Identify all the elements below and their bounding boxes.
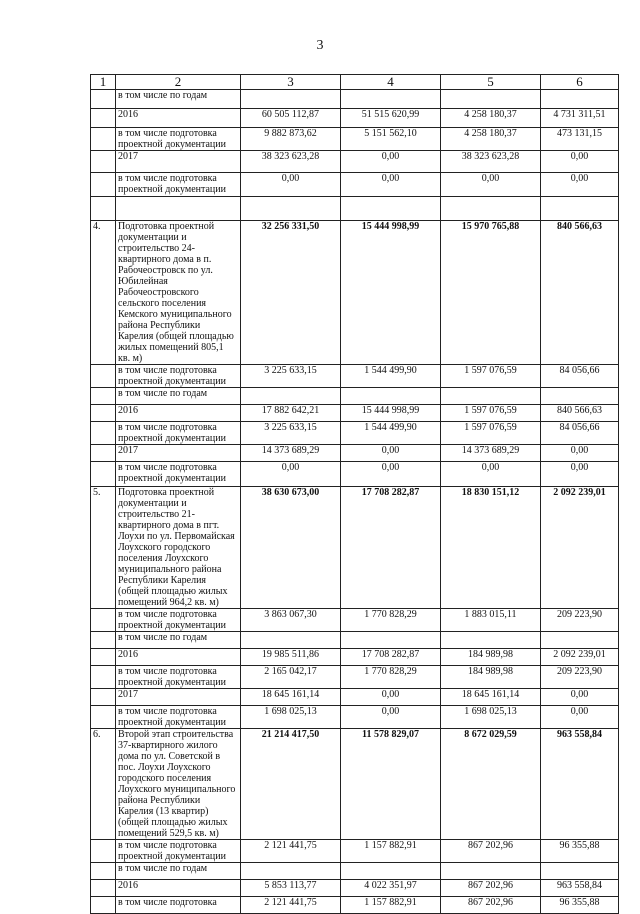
value-cell bbox=[441, 197, 541, 221]
row-index bbox=[91, 632, 116, 649]
value-cell: 17 708 282,87 bbox=[341, 487, 441, 609]
page-number: 3 bbox=[316, 38, 324, 53]
value-cell: 1 770 828,29 bbox=[341, 609, 441, 632]
value-cell: 1 770 828,29 bbox=[341, 666, 441, 689]
value-cell: 840 566,63 bbox=[541, 221, 619, 365]
row-index: 5. bbox=[91, 487, 116, 609]
value-cell: 1 698 025,13 bbox=[241, 706, 341, 729]
table-row bbox=[91, 487, 619, 609]
value-cell: 1 157 882,91 bbox=[341, 840, 441, 863]
table-row bbox=[91, 365, 619, 388]
value-cell: 1 698 025,13 bbox=[441, 706, 541, 729]
row-label: 2017 bbox=[116, 689, 241, 706]
value-cell: 1 544 499,90 bbox=[341, 365, 441, 388]
table-row bbox=[91, 221, 619, 365]
value-cell: 21 214 417,50 bbox=[241, 729, 341, 840]
value-cell bbox=[241, 388, 341, 405]
table-row bbox=[91, 666, 619, 689]
table-row bbox=[91, 445, 619, 462]
value-cell: 0,00 bbox=[341, 445, 441, 462]
table-row bbox=[91, 388, 619, 405]
value-cell: 15 444 998,99 bbox=[341, 221, 441, 365]
value-cell: 3 225 633,15 bbox=[241, 365, 341, 388]
table-row bbox=[91, 706, 619, 729]
value-cell bbox=[541, 197, 619, 221]
value-cell: 3 225 633,15 bbox=[241, 422, 341, 445]
table-row bbox=[91, 128, 619, 151]
value-cell bbox=[341, 197, 441, 221]
value-cell bbox=[241, 90, 341, 109]
value-cell: 0,00 bbox=[541, 689, 619, 706]
value-cell bbox=[541, 863, 619, 880]
table-row bbox=[91, 729, 619, 840]
value-cell: 96 355,88 bbox=[541, 897, 619, 914]
row-label: Подготовка проектной документации и строительство 24-квартирного дома в п. Рабочеостровск по ул. Юбилейная Рабочеостровского сельского поселения Кемского муниципального района Республики Карелия (общей площадью жилых помещений 805,1 кв. м) bbox=[116, 221, 241, 365]
value-cell: 0,00 bbox=[341, 173, 441, 197]
row-label: Второй этап строительства 37-квартирного жилого дома по ул. Советской в пос. Лоухи Лоухского городского поселения Лоухского муниципального района Республики Карелия (13 квартир) (общей площадью жилых помещений 529,5 кв. м) bbox=[116, 729, 241, 840]
table-row bbox=[91, 197, 619, 221]
table-row bbox=[91, 109, 619, 128]
row-label: в том числе подготовка проектной документации bbox=[116, 173, 241, 197]
table-row bbox=[91, 173, 619, 197]
value-cell: 18 830 151,12 bbox=[441, 487, 541, 609]
value-cell: 17 708 282,87 bbox=[341, 649, 441, 666]
value-cell: 84 056,66 bbox=[541, 365, 619, 388]
value-cell: 15 970 765,88 bbox=[441, 221, 541, 365]
row-label: в том числе по годам bbox=[116, 863, 241, 880]
row-index bbox=[91, 173, 116, 197]
value-cell: 2 121 441,75 bbox=[241, 840, 341, 863]
row-index bbox=[91, 405, 116, 422]
value-cell: 2 092 239,01 bbox=[541, 649, 619, 666]
value-cell: 38 323 623,28 bbox=[441, 151, 541, 173]
row-label: в том числе подготовка bbox=[116, 897, 241, 914]
value-cell: 1 597 076,59 bbox=[441, 405, 541, 422]
value-cell: 4 022 351,97 bbox=[341, 880, 441, 897]
value-cell: 1 544 499,90 bbox=[341, 422, 441, 445]
row-label: в том числе подготовка проектной документации bbox=[116, 706, 241, 729]
row-index bbox=[91, 689, 116, 706]
value-cell: 209 223,90 bbox=[541, 666, 619, 689]
value-cell: 38 630 673,00 bbox=[241, 487, 341, 609]
row-index bbox=[91, 365, 116, 388]
row-label: в том числе подготовка проектной документации bbox=[116, 666, 241, 689]
row-index bbox=[91, 609, 116, 632]
table-row bbox=[91, 151, 619, 173]
row-label: Подготовка проектной документации и строительство 21-квартирного дома в пгт. Лоухи по ул. Первомайская Лоухского городского поселения Лоухского муниципального района Республики Карелия (общей площадью жилых помещений 964,2 кв. м) bbox=[116, 487, 241, 609]
value-cell: 1 883 015,11 bbox=[441, 609, 541, 632]
table-row bbox=[91, 405, 619, 422]
value-cell: 0,00 bbox=[341, 151, 441, 173]
column-header: 3 bbox=[241, 75, 341, 90]
value-cell: 0,00 bbox=[441, 462, 541, 487]
row-index bbox=[91, 863, 116, 880]
value-cell bbox=[241, 197, 341, 221]
row-label: в том числе по годам bbox=[116, 388, 241, 405]
row-index bbox=[91, 897, 116, 914]
value-cell bbox=[341, 90, 441, 109]
row-label: в том числе по годам bbox=[116, 632, 241, 649]
value-cell: 0,00 bbox=[541, 445, 619, 462]
value-cell bbox=[241, 863, 341, 880]
value-cell: 11 578 829,07 bbox=[341, 729, 441, 840]
value-cell bbox=[241, 632, 341, 649]
value-cell: 2 092 239,01 bbox=[541, 487, 619, 609]
value-cell: 0,00 bbox=[541, 462, 619, 487]
value-cell: 4 731 311,51 bbox=[541, 109, 619, 128]
row-label: в том числе подготовка проектной документации bbox=[116, 840, 241, 863]
value-cell: 4 258 180,37 bbox=[441, 128, 541, 151]
table-row bbox=[91, 462, 619, 487]
row-label: в том числе по годам bbox=[116, 90, 241, 109]
value-cell: 963 558,84 bbox=[541, 729, 619, 840]
value-cell: 18 645 161,14 bbox=[441, 689, 541, 706]
value-cell: 2 121 441,75 bbox=[241, 897, 341, 914]
row-index bbox=[91, 649, 116, 666]
table-row bbox=[91, 649, 619, 666]
value-cell: 9 882 873,62 bbox=[241, 128, 341, 151]
row-label: 2016 bbox=[116, 109, 241, 128]
row-index bbox=[91, 462, 116, 487]
value-cell: 840 566,63 bbox=[541, 405, 619, 422]
value-cell: 8 672 029,59 bbox=[441, 729, 541, 840]
row-label: в том числе подготовка проектной документации bbox=[116, 609, 241, 632]
row-index bbox=[91, 90, 116, 109]
value-cell: 15 444 998,99 bbox=[341, 405, 441, 422]
row-index bbox=[91, 128, 116, 151]
column-header: 6 bbox=[541, 75, 619, 90]
table-row bbox=[91, 422, 619, 445]
value-cell: 209 223,90 bbox=[541, 609, 619, 632]
value-cell: 0,00 bbox=[541, 706, 619, 729]
value-cell: 1 597 076,59 bbox=[441, 422, 541, 445]
row-label: 2016 bbox=[116, 405, 241, 422]
column-header: 5 bbox=[441, 75, 541, 90]
value-cell: 60 505 112,87 bbox=[241, 109, 341, 128]
value-cell: 0,00 bbox=[341, 462, 441, 487]
value-cell: 4 258 180,37 bbox=[441, 109, 541, 128]
value-cell: 1 597 076,59 bbox=[441, 365, 541, 388]
value-cell bbox=[441, 863, 541, 880]
value-cell: 867 202,96 bbox=[441, 880, 541, 897]
table-row bbox=[91, 863, 619, 880]
value-cell: 0,00 bbox=[341, 706, 441, 729]
row-label: 2017 bbox=[116, 445, 241, 462]
row-index bbox=[91, 109, 116, 128]
column-header: 2 bbox=[116, 75, 241, 90]
row-label: в том числе подготовка проектной документации bbox=[116, 422, 241, 445]
table-row bbox=[91, 609, 619, 632]
row-index bbox=[91, 706, 116, 729]
value-cell: 32 256 331,50 bbox=[241, 221, 341, 365]
value-cell bbox=[341, 863, 441, 880]
table-row bbox=[91, 90, 619, 109]
row-index bbox=[91, 445, 116, 462]
value-cell: 84 056,66 bbox=[541, 422, 619, 445]
value-cell: 14 373 689,29 bbox=[241, 445, 341, 462]
row-label: в том числе подготовка проектной документации bbox=[116, 365, 241, 388]
row-index bbox=[91, 388, 116, 405]
value-cell bbox=[441, 388, 541, 405]
value-cell: 0,00 bbox=[541, 173, 619, 197]
value-cell: 0,00 bbox=[241, 462, 341, 487]
value-cell bbox=[541, 632, 619, 649]
column-header: 1 bbox=[91, 75, 116, 90]
value-cell: 0,00 bbox=[541, 151, 619, 173]
row-label: в том числе подготовка проектной документации bbox=[116, 128, 241, 151]
row-index bbox=[91, 880, 116, 897]
table-row bbox=[91, 840, 619, 863]
value-cell: 184 989,98 bbox=[441, 649, 541, 666]
value-cell: 51 515 620,99 bbox=[341, 109, 441, 128]
value-cell: 96 355,88 bbox=[541, 840, 619, 863]
column-header: 4 bbox=[341, 75, 441, 90]
budget-table bbox=[90, 74, 619, 914]
value-cell: 867 202,96 bbox=[441, 897, 541, 914]
table-row bbox=[91, 632, 619, 649]
value-cell: 963 558,84 bbox=[541, 880, 619, 897]
value-cell: 17 882 642,21 bbox=[241, 405, 341, 422]
table-body bbox=[91, 75, 619, 914]
value-cell: 18 645 161,14 bbox=[241, 689, 341, 706]
row-index: 4. bbox=[91, 221, 116, 365]
row-label: 2017 bbox=[116, 151, 241, 173]
table-row bbox=[91, 897, 619, 914]
value-cell: 3 863 067,30 bbox=[241, 609, 341, 632]
value-cell: 38 323 623,28 bbox=[241, 151, 341, 173]
row-label bbox=[116, 197, 241, 221]
row-label: в том числе подготовка проектной документации bbox=[116, 462, 241, 487]
value-cell: 0,00 bbox=[241, 173, 341, 197]
row-index: 6. bbox=[91, 729, 116, 840]
row-index bbox=[91, 151, 116, 173]
row-index bbox=[91, 422, 116, 445]
value-cell bbox=[541, 90, 619, 109]
value-cell: 2 165 042,17 bbox=[241, 666, 341, 689]
value-cell: 473 131,15 bbox=[541, 128, 619, 151]
value-cell: 1 157 882,91 bbox=[341, 897, 441, 914]
table-row bbox=[91, 689, 619, 706]
row-index bbox=[91, 666, 116, 689]
table-row bbox=[91, 880, 619, 897]
row-label: 2016 bbox=[116, 880, 241, 897]
value-cell: 19 985 511,86 bbox=[241, 649, 341, 666]
row-label: 2016 bbox=[116, 649, 241, 666]
value-cell: 14 373 689,29 bbox=[441, 445, 541, 462]
row-index bbox=[91, 840, 116, 863]
value-cell bbox=[541, 388, 619, 405]
value-cell: 5 853 113,77 bbox=[241, 880, 341, 897]
value-cell bbox=[341, 632, 441, 649]
value-cell: 0,00 bbox=[441, 173, 541, 197]
value-cell bbox=[441, 632, 541, 649]
value-cell bbox=[341, 388, 441, 405]
table-header-row bbox=[91, 75, 619, 90]
value-cell: 0,00 bbox=[341, 689, 441, 706]
value-cell: 867 202,96 bbox=[441, 840, 541, 863]
value-cell bbox=[441, 90, 541, 109]
value-cell: 5 151 562,10 bbox=[341, 128, 441, 151]
value-cell: 184 989,98 bbox=[441, 666, 541, 689]
row-index bbox=[91, 197, 116, 221]
